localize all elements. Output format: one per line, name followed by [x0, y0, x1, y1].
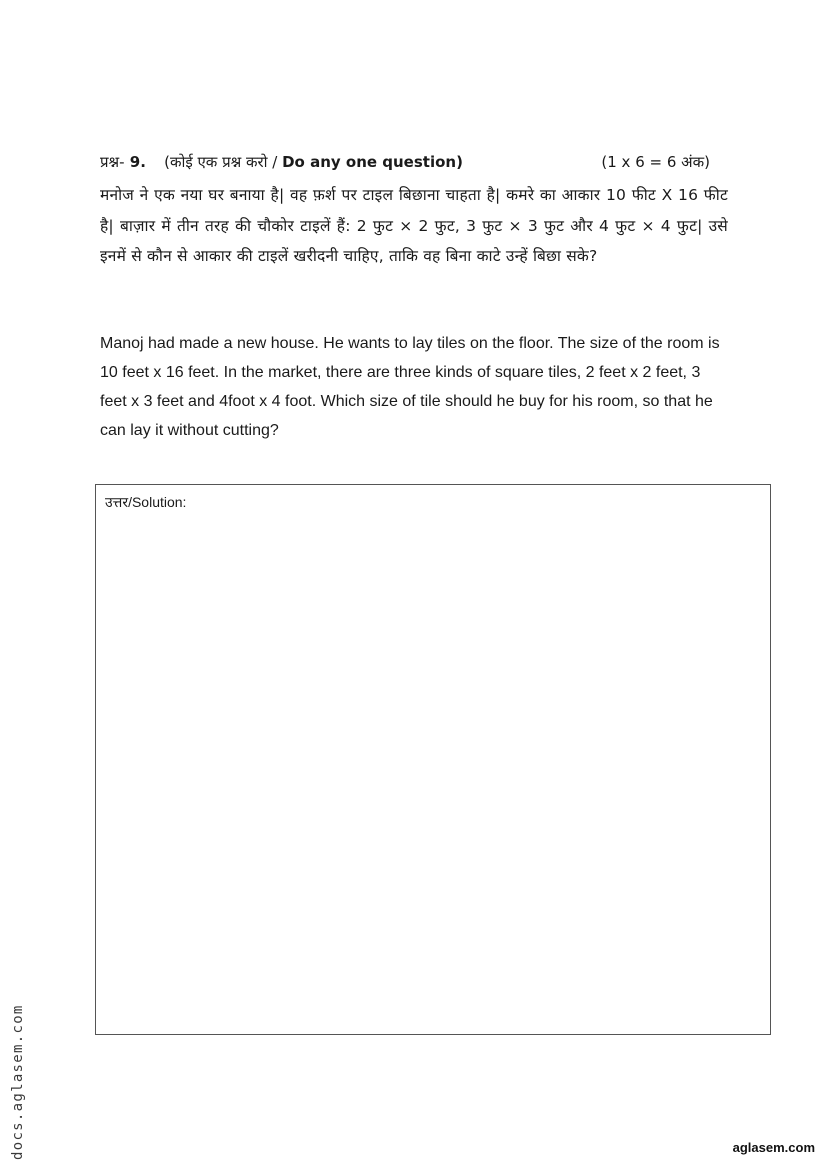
- question-text-english: Manoj had made a new house. He wants to lay tiles on the floor. The size of the room is 10 feet x 16 feet. In the market, there are three kinds of square tiles, 2 feet x 2 feet, 3 feet x 3 feet and 4foot x 4 foot. Which size of tile should he buy for his room, so that he can lay it without cutting?: [100, 335, 720, 439]
- question-marks: (1 x 6 = 6 अंक): [601, 153, 710, 171]
- question-instruction: [164, 153, 463, 171]
- instruction-hindi: (कोई एक प्रश्न करो /: [164, 153, 283, 171]
- question-number: प्रश्न- 9.: [100, 153, 146, 171]
- question-header: [100, 150, 710, 174]
- solution-label: उत्तर/Solution:: [105, 494, 187, 510]
- question-text-hindi: मनोज ने एक नया घर बनाया है| वह फ़र्श पर टाइल बिछाना चाहता है| कमरे का आकार 10 फीट X 16 फीट है| बाज़ार में तीन तरह की चौकोर टाइलें हैं: 2 फुट × 2 फुट, 3 फुट × 3 फुट और 4 फुट × 4 फुट| उसे इनमें से कौन से आकार की टाइलें खरीदनी चाहिए, ताकि वह बिना काटे उन्हें बिछा सके?: [100, 186, 728, 265]
- solution-answer-box[interactable]: [95, 484, 771, 1035]
- side-watermark: docs.aglasem.com: [10, 1004, 26, 1160]
- instruction-english: Do any one question): [282, 153, 463, 171]
- footer-brand: aglasem.com: [732, 1140, 815, 1155]
